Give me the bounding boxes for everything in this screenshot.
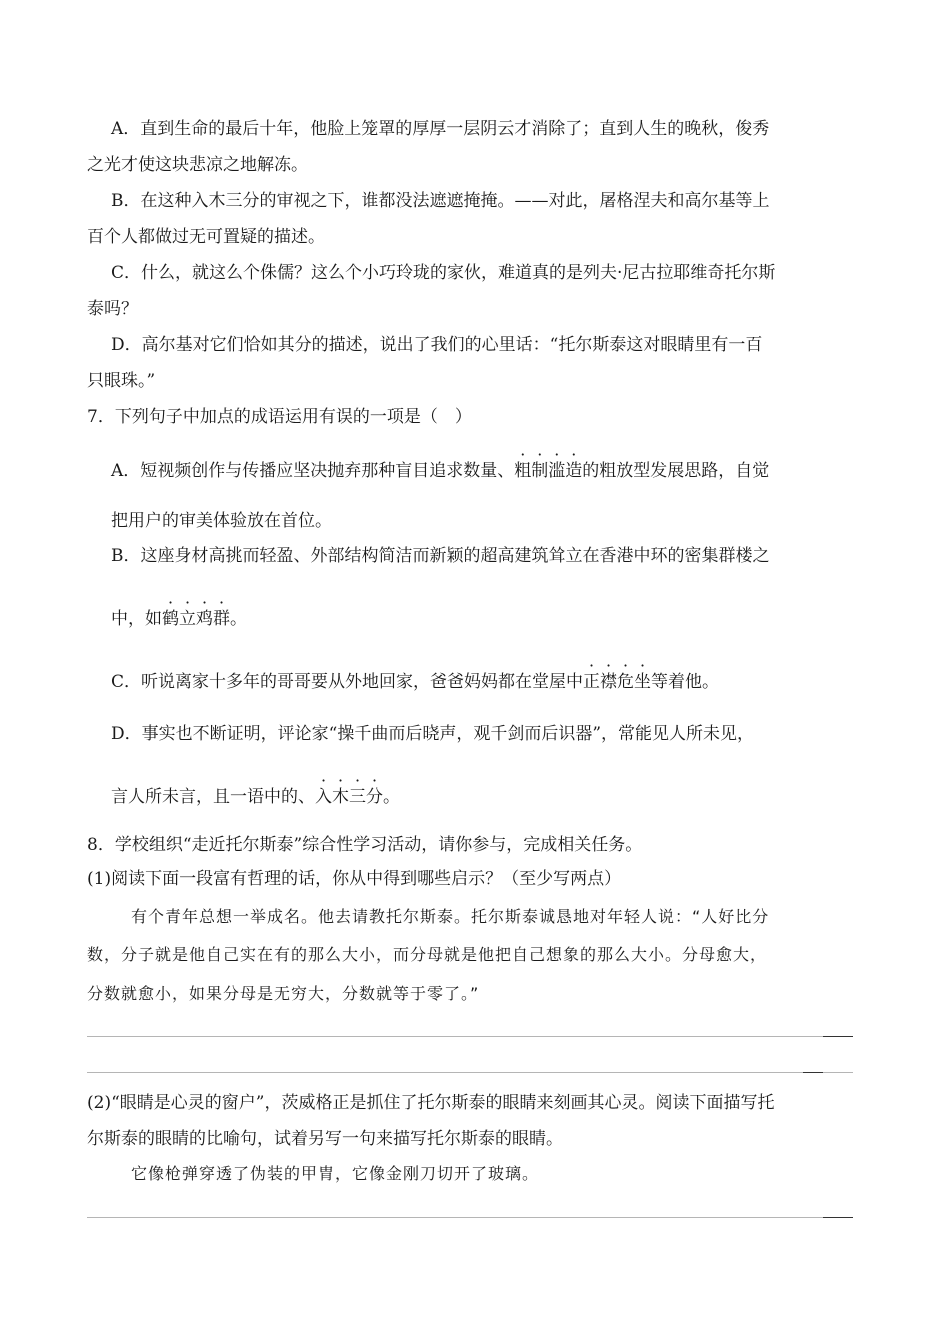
answer-line[interactable] xyxy=(87,1072,853,1073)
q7-option-d-line1: D．事实也不断证明，评论家“操千曲而后晓声，观千剑而后识器”，常能见人所未见， xyxy=(111,724,755,744)
dotted-char: 制 xyxy=(531,461,549,481)
dotted-char: 木 xyxy=(332,787,349,807)
q8-part1-quote-line3: 分数就愈小，如果分母是无穷大，分数就等于零了。” xyxy=(87,984,480,1003)
dotted-char: 三 xyxy=(349,787,366,807)
answer-line-end xyxy=(803,1072,823,1073)
q6-option-d-line2: 只眼珠。” xyxy=(87,371,156,391)
answer-line-end xyxy=(823,1036,853,1037)
dotted-char: 危 xyxy=(617,672,635,692)
q6-option-c-line2: 泰吗？ xyxy=(87,299,138,319)
answer-line[interactable] xyxy=(87,1036,853,1037)
q7-d-idiom xyxy=(315,787,383,807)
q7-a-idiom xyxy=(514,461,582,481)
dotted-char: 正 xyxy=(583,672,601,692)
q7-option-a-line2: 把用户的审美体验放在首位。 xyxy=(111,511,332,531)
answer-line[interactable] xyxy=(87,1217,853,1218)
q7-stem: 7．下列句子中加点的成语运用有误的一项是（ ） xyxy=(87,407,472,427)
q7-option-c xyxy=(111,671,719,693)
q7-c-text-post: 等着他。 xyxy=(651,672,720,692)
q8-part1-quote-line1: 有个青年总想一举成名。他去请教托尔斯泰。托尔斯泰诚恳地对年轻人说：“人好比分 xyxy=(131,907,770,926)
q6-option-c-line1: C．什么，就这么个侏儒？这么个小巧玲珑的家伙，难道真的是列夫·尼古拉耶维奇托尔斯 xyxy=(111,263,776,283)
q7-option-a xyxy=(111,460,769,482)
q7-a-text-pre: A．短视频创作与传播应坚决抛弃那种盲目追求数量、 xyxy=(111,461,515,481)
q8-stem: 8．学校组织“走近托尔斯泰”综合性学习活动，请你参与，完成相关任务。 xyxy=(87,835,643,855)
dotted-char: 入 xyxy=(315,787,332,807)
q7-option-b-line1: B．这座身材高挑而轻盈、外部结构简洁而新颖的超高建筑耸立在香港中环的密集群楼之 xyxy=(111,546,770,566)
dotted-char: 立 xyxy=(179,609,196,629)
q7-b-text-pre: 中，如 xyxy=(111,609,162,629)
dotted-char: 鹤 xyxy=(162,609,179,629)
dotted-char: 分 xyxy=(366,787,383,807)
dotted-char: 襟 xyxy=(600,672,618,692)
dotted-char: 鸡 xyxy=(196,609,213,629)
dotted-char: 坐 xyxy=(634,672,652,692)
dotted-char: 群 xyxy=(213,609,230,629)
q8-part2-prompt-line2: 尔斯泰的眼睛的比喻句，试着另写一句来描写托尔斯泰的眼睛。 xyxy=(87,1129,563,1149)
q8-part1-prompt: (1)阅读下面一段富有哲理的话，你从中得到哪些启示？（至少写两点） xyxy=(87,869,622,889)
q7-d-text-pre: 言人所未言，且一语中的、 xyxy=(111,787,315,807)
q7-b-idiom xyxy=(162,609,230,629)
q7-c-text-pre: C．听说离家十多年的哥哥要从外地回家，爸爸妈妈都在堂屋中 xyxy=(111,672,584,692)
q8-part1-quote-line2: 数，分子就是他自己实在有的那么大小，而分母就是他把自己想象的那么大小。分母愈大， xyxy=(87,945,768,964)
q7-option-b-line2 xyxy=(111,608,247,630)
q6-option-d-line1: D．高尔基对它们恰如其分的描述，说出了我们的心里话：“托尔斯泰这对眼睛里有一百 xyxy=(111,335,763,355)
q6-option-b-line2: 百个人都做过无可置疑的描述。 xyxy=(87,227,325,247)
q7-option-d-line2 xyxy=(111,786,400,808)
dotted-char: 粗 xyxy=(514,461,532,481)
q7-a-text-post: 的粗放型发展思路，自觉 xyxy=(582,461,770,481)
q8-part2-prompt-line1: (2)“眼睛是心灵的窗户”，茨威格正是抓住了托尔斯泰的眼睛来刻画其心灵。阅读下面描写托 xyxy=(87,1093,775,1113)
q6-option-a-line1: A．直到生命的最后十年，他脸上笼罩的厚厚一层阴云才消除了；直到人生的晚秋，俊秀 xyxy=(111,119,770,139)
dotted-char: 造 xyxy=(565,461,583,481)
q8-part2-quote: 它像枪弹穿透了伪装的甲胄，它像金刚刀切开了玻璃。 xyxy=(131,1164,540,1183)
q6-option-b-line1: B．在这种入木三分的审视之下，谁都没法遮遮掩掩。——对此，屠格涅夫和高尔基等上 xyxy=(111,191,770,211)
answer-line-end xyxy=(823,1217,853,1218)
q7-d-text-post: 。 xyxy=(383,787,400,807)
q7-c-idiom xyxy=(583,672,651,692)
q6-option-a-line2: 之光才使这块悲凉之地解冻。 xyxy=(87,155,308,175)
q7-b-text-post: 。 xyxy=(230,609,247,629)
dotted-char: 滥 xyxy=(548,461,566,481)
